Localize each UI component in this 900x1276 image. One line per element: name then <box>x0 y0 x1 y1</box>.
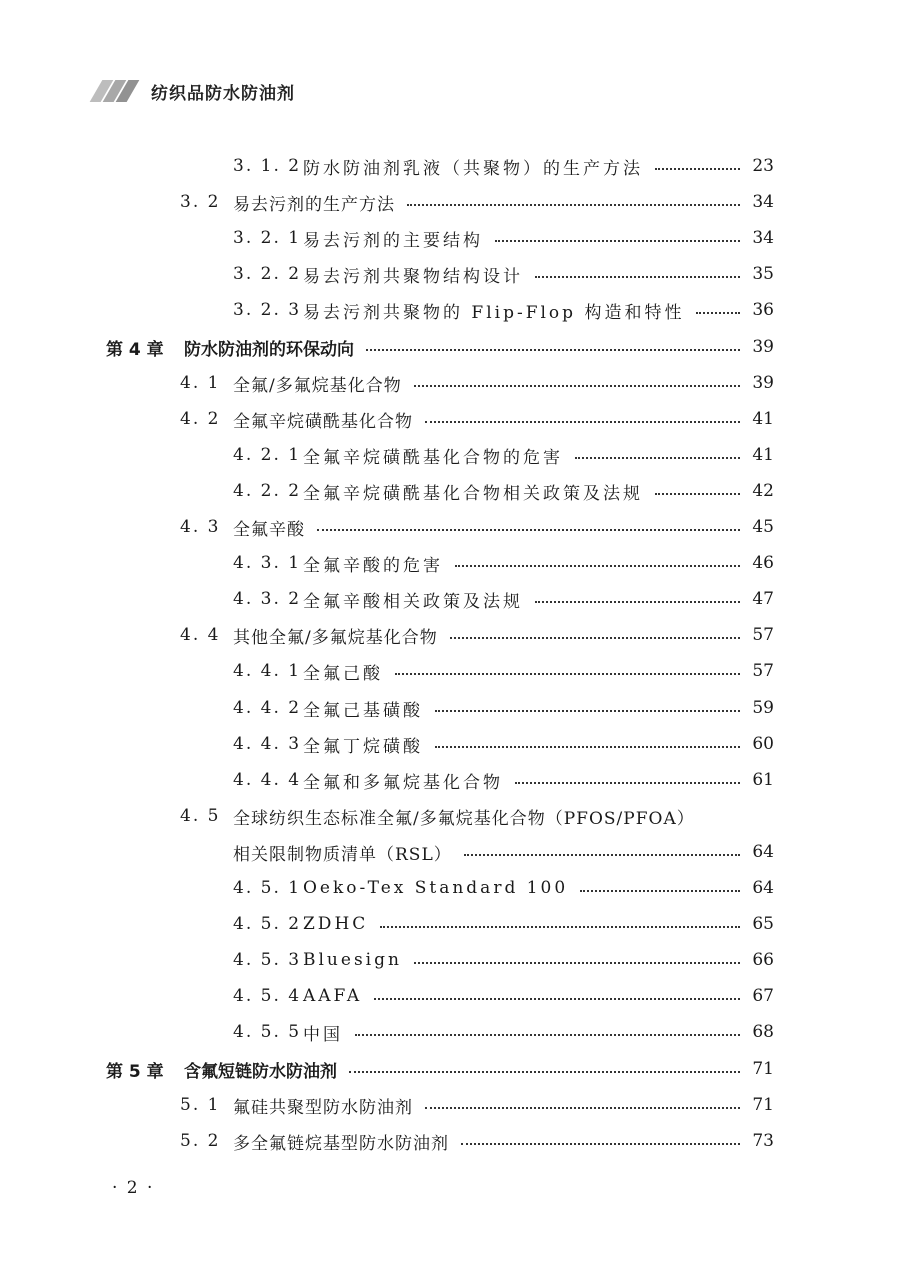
toc-entry-page: 71 <box>752 1095 774 1115</box>
dot-leader <box>414 962 740 964</box>
toc-entry-page: 42 <box>752 481 774 501</box>
toc-entry-page: 34 <box>752 192 774 212</box>
toc-entry-title: ZDHC <box>303 914 369 934</box>
toc-entry-title: 全氟/多氟烷基化合物 <box>233 375 402 396</box>
toc-entry[interactable] <box>233 655 774 687</box>
toc-entry-page: 64 <box>752 878 774 898</box>
toc-entry[interactable] <box>180 1125 774 1157</box>
dot-leader <box>655 493 740 495</box>
toc-entry-title: 易去污剂的生产方法 <box>233 194 395 215</box>
toc-entry-page: 57 <box>752 661 774 681</box>
toc-entry-title: 多全氟链烷基型防水防油剂 <box>233 1133 449 1154</box>
toc-entry-number: 5. 2 <box>180 1131 221 1151</box>
toc-entry-title: 防水防油剂乳液（共聚物）的生产方法 <box>303 158 643 179</box>
toc-entry-page: 61 <box>752 770 774 790</box>
toc-entry-title: 全氟己酸 <box>303 663 383 684</box>
toc-entry[interactable] <box>233 150 774 182</box>
dot-leader <box>461 1143 740 1145</box>
toc-entry[interactable] <box>233 439 774 471</box>
toc-entry[interactable] <box>233 1016 774 1048</box>
toc-entry-number: 第 5 章 <box>106 1061 164 1082</box>
toc-entry-number: 第 4 章 <box>106 339 164 360</box>
toc-entry-number: 4. 4. 1 <box>233 661 302 681</box>
dot-leader <box>535 276 740 278</box>
toc-entry-page: 46 <box>752 553 774 573</box>
toc-entry[interactable] <box>233 222 774 254</box>
toc-entry-page: 71 <box>752 1059 774 1079</box>
toc-entry[interactable] <box>233 547 774 579</box>
toc-entry-number: 4. 4. 3 <box>233 734 302 754</box>
dot-leader <box>495 240 740 242</box>
toc-entry[interactable] <box>233 294 774 326</box>
dot-leader <box>407 204 740 206</box>
toc-entry-title: AAFA <box>303 986 363 1006</box>
toc-entry-title: 氟硅共聚型防水防油剂 <box>233 1097 413 1118</box>
dot-leader <box>655 168 740 170</box>
dot-leader <box>374 998 740 1000</box>
toc-entry-title: 全氟己基磺酸 <box>303 700 423 721</box>
toc-entry-number: 4. 5. 4 <box>233 986 302 1006</box>
toc-entry[interactable] <box>233 872 774 904</box>
dot-leader <box>575 457 740 459</box>
toc-entry-number: 4. 5. 1 <box>233 878 302 898</box>
toc-entry[interactable] <box>180 403 774 435</box>
toc-entry[interactable] <box>233 258 774 290</box>
toc-entry[interactable] <box>233 908 774 940</box>
toc-entry-number: 4. 2 <box>180 409 221 429</box>
toc-entry-title: 全氟辛烷磺酰基化合物的危害 <box>303 447 563 468</box>
toc-entry-title: 全氟辛酸的危害 <box>303 555 443 576</box>
toc-entry-number: 4. 5 <box>180 806 221 826</box>
dot-leader <box>425 1107 740 1109</box>
toc-entry[interactable] <box>106 331 774 363</box>
toc-entry[interactable] <box>233 764 774 796</box>
toc-entry-number: 4. 5. 3 <box>233 950 302 970</box>
toc-entry-page: 41 <box>752 409 774 429</box>
toc-entry-number: 4. 4. 2 <box>233 698 302 718</box>
toc-entry-title: 全氟辛烷磺酰基化合物相关政策及法规 <box>303 483 643 504</box>
toc-entry-number: 3. 2. 2 <box>233 264 302 284</box>
dot-leader <box>349 1071 740 1073</box>
toc-entry-page: 41 <box>752 445 774 465</box>
toc-entry-page: 36 <box>752 300 774 320</box>
dot-leader <box>464 854 740 856</box>
toc-entry-page: 64 <box>752 842 774 862</box>
toc-entry-page: 60 <box>752 734 774 754</box>
toc-entry-number: 4. 2. 2 <box>233 481 302 501</box>
toc-entry-number: 5. 1 <box>180 1095 221 1115</box>
toc-entry-number: 4. 3 <box>180 517 221 537</box>
toc-entry-title: 全球纺织生态标准全氟/多氟烷基化合物（PFOS/PFOA） <box>233 808 695 829</box>
toc-entry[interactable] <box>180 800 774 832</box>
dot-leader <box>455 565 740 567</box>
toc-entry-title: 其他全氟/多氟烷基化合物 <box>233 627 438 648</box>
toc-entry-page: 39 <box>752 373 774 393</box>
toc-entry-title: 易去污剂的主要结构 <box>303 230 483 251</box>
toc-entry-number: 4. 3. 2 <box>233 589 302 609</box>
toc-entry-title: 含氟短链防水防油剂 <box>184 1061 337 1082</box>
dot-leader <box>580 890 740 892</box>
toc-entry-title: Oeko-Tex Standard 100 <box>303 878 569 898</box>
toc-entry[interactable] <box>233 692 774 724</box>
dot-leader <box>696 312 740 314</box>
toc-entry[interactable] <box>233 475 774 507</box>
dot-leader <box>425 421 740 423</box>
dot-leader <box>355 1034 740 1036</box>
toc-entry-page: 23 <box>752 156 774 176</box>
toc-entry-number: 4. 5. 5 <box>233 1022 302 1042</box>
toc-entry-page: 35 <box>752 264 774 284</box>
toc-entry-page: 73 <box>752 1131 774 1151</box>
toc-entry-page: 39 <box>752 337 774 357</box>
toc-entry-title: 防水防油剂的环保动向 <box>184 339 354 360</box>
toc-entry-title: 全氟辛酸相关政策及法规 <box>303 591 523 612</box>
toc-entry-title: 易去污剂共聚物结构设计 <box>303 266 523 287</box>
toc-entry[interactable] <box>180 511 774 543</box>
toc-entry[interactable] <box>233 728 774 760</box>
toc-entry[interactable] <box>180 367 774 399</box>
toc-entry-title: 全氟辛烷磺酰基化合物 <box>233 411 413 432</box>
toc-entry[interactable] <box>180 1089 774 1121</box>
toc-entry-page: 34 <box>752 228 774 248</box>
toc-entry-page: 67 <box>752 986 774 1006</box>
toc-entry-title: 全氟和多氟烷基化合物 <box>303 772 503 793</box>
chevron-triple-icon <box>96 80 135 102</box>
toc-entry-page: 65 <box>752 914 774 934</box>
toc-entry-number: 4. 1 <box>180 373 221 393</box>
toc-entry[interactable] <box>106 1053 774 1085</box>
toc-entry-number: 3. 1. 2 <box>233 156 302 176</box>
toc-entry[interactable] <box>233 980 774 1012</box>
toc-entry-page: 68 <box>752 1022 774 1042</box>
dot-leader <box>414 385 740 387</box>
toc-entry[interactable] <box>180 619 774 651</box>
toc-entry-number: 4. 4. 4 <box>233 770 302 790</box>
toc-entry-page: 47 <box>752 589 774 609</box>
toc-entry-number: 4. 3. 1 <box>233 553 302 573</box>
toc-entry-title: 全氟辛酸 <box>233 519 305 540</box>
toc-entry[interactable] <box>180 836 774 868</box>
toc-entry-number: 3. 2. 3 <box>233 300 302 320</box>
toc-entry-title: 全氟丁烷磺酸 <box>303 736 423 757</box>
toc-entry-title: 相关限制物质清单（RSL） <box>233 844 452 865</box>
dot-leader <box>380 926 740 928</box>
dot-leader <box>317 529 740 531</box>
dot-leader <box>395 673 740 675</box>
toc-entry[interactable] <box>180 186 774 218</box>
toc-entry-number: 4. 4 <box>180 625 221 645</box>
dot-leader <box>366 349 740 351</box>
toc-entry-number: 4. 5. 2 <box>233 914 302 934</box>
dot-leader <box>435 710 740 712</box>
book-title: 纺织品防水防油剂 <box>151 83 295 104</box>
running-header <box>96 78 295 104</box>
toc-entry-number: 3. 2 <box>180 192 221 212</box>
toc-entry-title: Bluesign <box>303 950 402 970</box>
dot-leader <box>450 637 740 639</box>
toc-entry-title: 易去污剂共聚物的 Flip-Flop 构造和特性 <box>303 302 685 323</box>
toc-entry[interactable] <box>233 944 774 976</box>
dot-leader <box>515 782 740 784</box>
dot-leader <box>535 601 740 603</box>
toc-entry-page: 45 <box>752 517 774 537</box>
toc-entry-number: 4. 2. 1 <box>233 445 302 465</box>
toc-entry-page: 59 <box>752 698 774 718</box>
toc-entry-page: 66 <box>752 950 774 970</box>
toc-entry-number: 3. 2. 1 <box>233 228 302 248</box>
toc-entry-page: 57 <box>752 625 774 645</box>
toc-entry[interactable] <box>233 583 774 615</box>
page-number: · 2 · <box>112 1178 155 1198</box>
toc-entry-title: 中国 <box>303 1024 343 1045</box>
dot-leader <box>435 746 740 748</box>
